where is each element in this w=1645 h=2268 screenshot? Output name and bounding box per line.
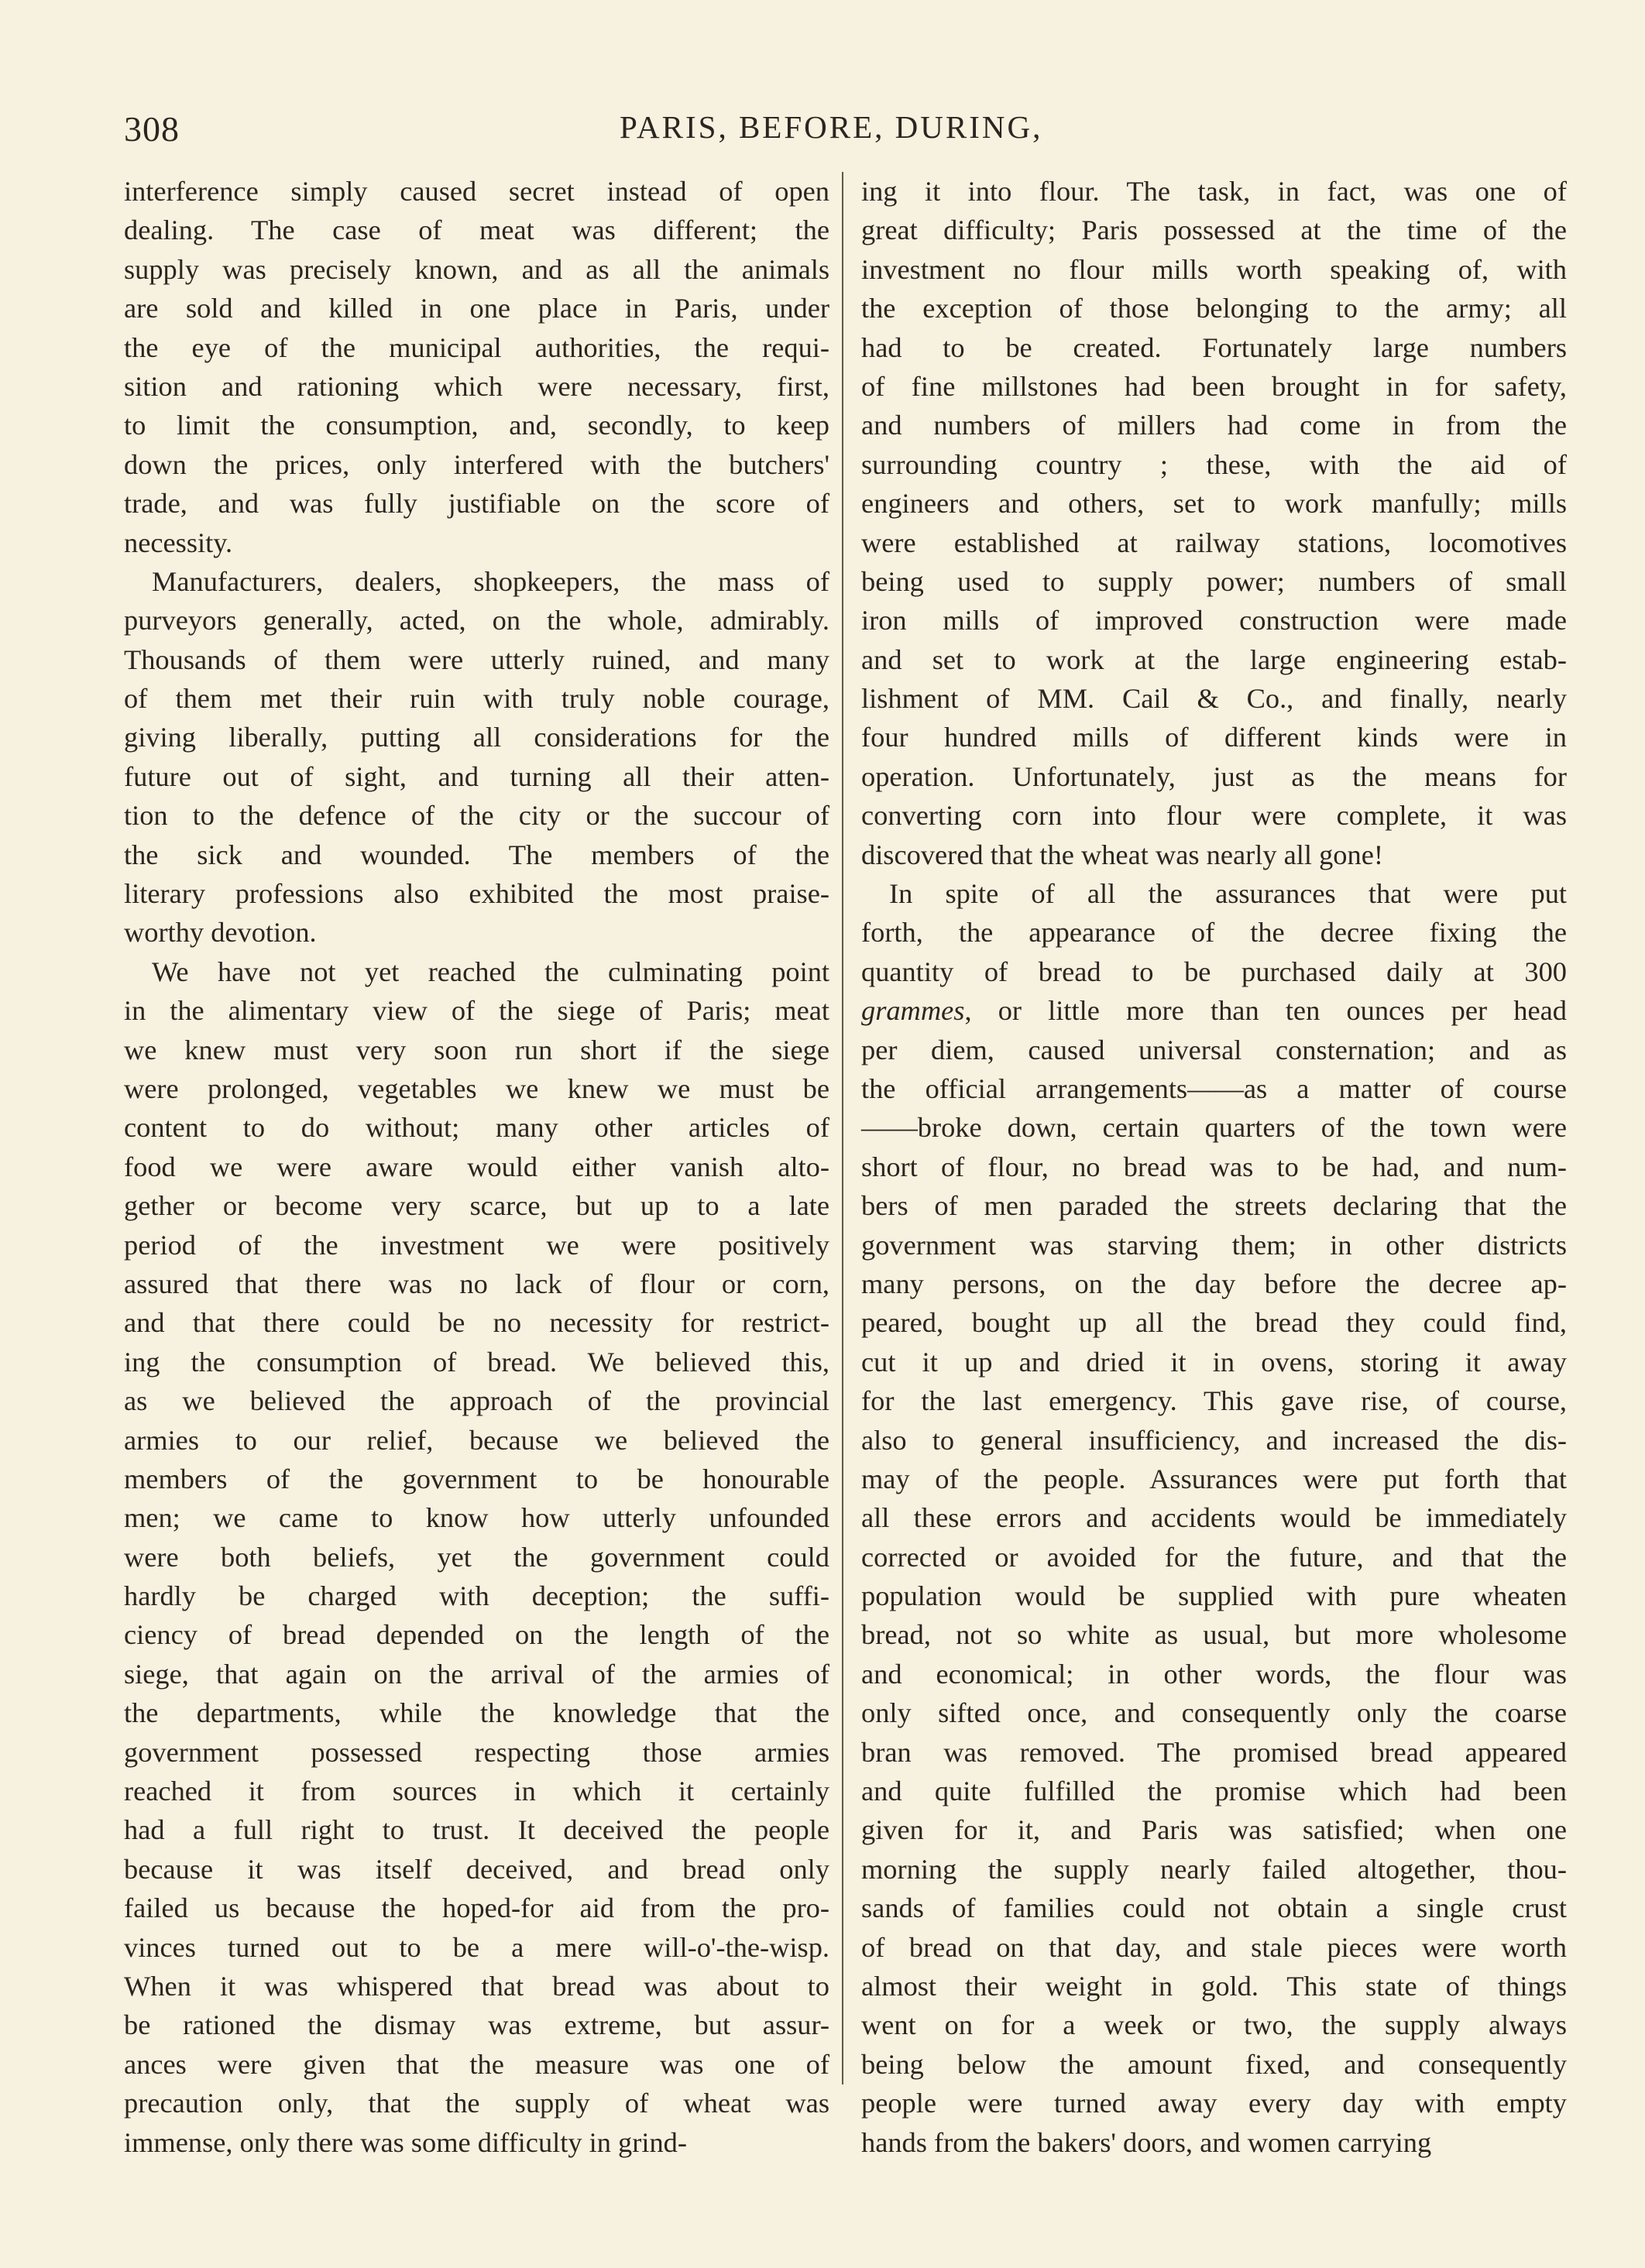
text-line: peared, bought up all the bread they could find, — [861, 1307, 1567, 1339]
text-line: of them met their ruin with truly noble courage, — [124, 683, 829, 715]
text-line: investment no flour mills worth speaking of, with — [861, 253, 1567, 285]
text-line: We have not yet reached the culminating point — [152, 956, 829, 987]
paragraph — [124, 952, 829, 2162]
column-divider — [842, 172, 843, 2084]
text-column-right — [861, 172, 1567, 2162]
text-line: future out of sight, and turning all their atten- — [124, 760, 829, 792]
text-line: being below the amount fixed, and consequently — [861, 2048, 1567, 2080]
text-line: When it was whispered that bread was about to — [124, 1970, 829, 2002]
text-line: necessity. — [124, 527, 233, 558]
text-line: discovered that the wheat was nearly all gone! — [861, 839, 1383, 870]
text-line: ciency of bread depended on the length of the — [124, 1619, 829, 1651]
text-line: to limit the consumption, and, secondly, to keep — [124, 410, 829, 441]
text-line: the exception of those belonging to the army; all — [861, 293, 1567, 324]
text-line: surrounding country ; these, with the aid of — [861, 448, 1567, 480]
text-line: armies to our relief, because we believed the — [124, 1424, 829, 1456]
text-line: population would be supplied with pure wheaten — [861, 1580, 1567, 1612]
text-line: iron mills of improved construction were made — [861, 605, 1567, 636]
text-line: almost their weight in gold. This state of things — [861, 1970, 1567, 2002]
text-line: vinces turned out to be a mere will-o'-the-wisp. — [124, 1931, 829, 1963]
text-line: be rationed the dismay was extreme, but assur- — [124, 2009, 829, 2041]
text-line: interference simply caused secret instead of open — [124, 176, 829, 207]
text-line: Manufacturers, dealers, shopkeepers, the mass of — [152, 565, 829, 597]
text-line: people were turned away every day with empty — [861, 2088, 1567, 2119]
text-line: dealing. The case of meat was different; the — [124, 214, 829, 246]
text-line: also to general insufficiency, and increased the dis- — [861, 1424, 1567, 1456]
text-line: hardly be charged with deception; the suffi- — [124, 1580, 829, 1612]
text-line: as we believed the approach of the provincial — [124, 1385, 829, 1417]
text-line: tion to the defence of the city or the succour of — [124, 800, 829, 832]
text-line: engineers and others, set to work manfully; mills — [861, 488, 1567, 520]
paragraph — [124, 562, 829, 952]
paragraph — [124, 172, 829, 562]
text-line: four hundred mills of different kinds were in — [861, 722, 1567, 753]
text-line: government possessed respecting those armies — [124, 1736, 829, 1768]
text-line: food we were aware would either vanish alto- — [124, 1151, 829, 1182]
text-line: In spite of all the assurances that were put — [889, 878, 1567, 910]
text-line: the eye of the municipal authorities, the requi- — [124, 331, 829, 363]
text-line: cut it up and dried it in ovens, storing it away — [861, 1346, 1567, 1378]
text-line: men; we came to know how utterly unfounded — [124, 1502, 829, 1534]
text-line: went on for a week or two, the supply always — [861, 2009, 1567, 2041]
text-line: per diem, caused universal consternation; and as — [861, 1034, 1567, 1065]
paragraph — [861, 874, 1567, 2162]
text-line: were both beliefs, yet the government could — [124, 1541, 829, 1573]
text-line: bran was removed. The promised bread appeared — [861, 1736, 1567, 1768]
text-line: forth, the appearance of the decree fixing the — [861, 917, 1567, 949]
text-line: great difficulty; Paris possessed at the time of the — [861, 214, 1567, 246]
text-line: Thousands of them were utterly ruined, and many — [124, 643, 829, 675]
text-line: morning the supply nearly failed altogether, thou- — [861, 1853, 1567, 1885]
text-line: of bread on that day, and stale pieces were worth — [861, 1931, 1567, 1963]
text-line: and that there could be no necessity for restrict- — [124, 1307, 829, 1339]
text-line: immense, only there was some difficulty in grind- — [124, 2126, 687, 2158]
text-line: for the last emergency. This gave rise, of course, — [861, 1385, 1567, 1417]
text-line: failed us because the hoped-for aid from the pro- — [124, 1892, 829, 1924]
text-line: we knew must very soon run short if the siege — [124, 1034, 829, 1065]
running-head: PARIS, BEFORE, DURING, — [620, 109, 1043, 145]
text-line: period of the investment we were positively — [124, 1229, 829, 1261]
text-line: trade, and was fully justifiable on the score of — [124, 488, 829, 520]
text-line: the sick and wounded. The members of the — [124, 839, 829, 870]
text-line: supply was precisely known, and as all the animals — [124, 253, 829, 285]
text-line: reached it from sources in which it certainly — [124, 1776, 829, 1807]
text-line: all these errors and accidents would be immediately — [861, 1502, 1567, 1534]
text-line: short of flour, no bread was to be had, and num- — [861, 1151, 1567, 1182]
text-line: may of the people. Assurances were put forth that — [861, 1463, 1567, 1494]
text-line: lishment of MM. Cail & Co., and finally, nearly — [861, 683, 1567, 715]
text-line: because it was itself deceived, and bread only — [124, 1853, 829, 1885]
text-line: given for it, and Paris was satisfied; when one — [861, 1814, 1567, 1846]
text-line: and economical; in other words, the flour was — [861, 1658, 1567, 1690]
text-line: down the prices, only interfered with the butchers' — [124, 448, 829, 480]
text-line: quantity of bread to be purchased daily at 300 — [861, 956, 1567, 987]
text-line: ances were given that the measure was one of — [124, 2048, 829, 2080]
text-line: giving liberally, putting all considerations for the — [124, 722, 829, 753]
text-line: and set to work at the large engineering estab- — [861, 643, 1567, 675]
text-line: content to do without; many other articles of — [124, 1112, 829, 1144]
text-line: sition and rationing which were necessary, first, — [124, 370, 829, 402]
text-line: siege, that again on the arrival of the armies of — [124, 1658, 829, 1690]
text-line: bread, not so white as usual, but more wholesome — [861, 1619, 1567, 1651]
text-line: gether or become very scarce, but up to a late — [124, 1190, 829, 1222]
text-line: the departments, while the knowledge that the — [124, 1697, 829, 1729]
text-line: and quite fulfilled the promise which had been — [861, 1776, 1567, 1807]
text-line: only sifted once, and consequently only the coarse — [861, 1697, 1567, 1729]
text-line: many persons, on the day before the decree ap- — [861, 1268, 1567, 1299]
text-line: government was starving them; in other districts — [861, 1229, 1567, 1261]
text-line: and numbers of millers had come in from the — [861, 410, 1567, 441]
text-line: had a full right to trust. It deceived the people — [124, 1814, 829, 1846]
text-line: sands of families could not obtain a single crust — [861, 1892, 1567, 1924]
text-line: bers of men paraded the streets declaring that the — [861, 1190, 1567, 1222]
text-line: members of the government to be honourable — [124, 1463, 829, 1494]
text-line: hands from the bakers' doors, and women carrying — [861, 2126, 1432, 2158]
text-line: ——broke down, certain quarters of the town were — [861, 1112, 1567, 1144]
text-line: worthy devotion. — [124, 917, 317, 949]
text-line: in the alimentary view of the siege of Paris; meat — [124, 995, 829, 1027]
text-line: grammes, or little more than ten ounces per head — [861, 995, 1567, 1027]
text-line: ing the consumption of bread. We believed this, — [124, 1346, 829, 1378]
text-line: precaution only, that the supply of wheat was — [124, 2088, 829, 2119]
text-line: were prolonged, vegetables we knew we must be — [124, 1072, 829, 1104]
text-line: are sold and killed in one place in Paris, under — [124, 293, 829, 324]
text-line: ing it into flour. The task, in fact, was one of — [861, 176, 1567, 207]
paragraph — [861, 172, 1567, 874]
text-line: corrected or avoided for the future, and that the — [861, 1541, 1567, 1573]
text-line: being used to supply power; numbers of small — [861, 565, 1567, 597]
text-line: had to be created. Fortunately large numbers — [861, 331, 1567, 363]
text-line: literary professions also exhibited the most praise- — [124, 878, 829, 910]
text-line: operation. Unfortunately, just as the means for — [861, 760, 1567, 792]
text-line: assured that there was no lack of flour or corn, — [124, 1268, 829, 1299]
text-line: of fine millstones had been brought in for safety, — [861, 370, 1567, 402]
text-column-left — [124, 172, 829, 2162]
text-line: purveyors generally, acted, on the whole, admirably. — [124, 605, 829, 636]
text-line: the official arrangements——as a matter of course — [861, 1072, 1567, 1104]
page-number: 308 — [124, 109, 180, 149]
text-line: converting corn into flour were complete, it was — [861, 800, 1567, 832]
text-line: were established at railway stations, locomotives — [861, 527, 1567, 558]
